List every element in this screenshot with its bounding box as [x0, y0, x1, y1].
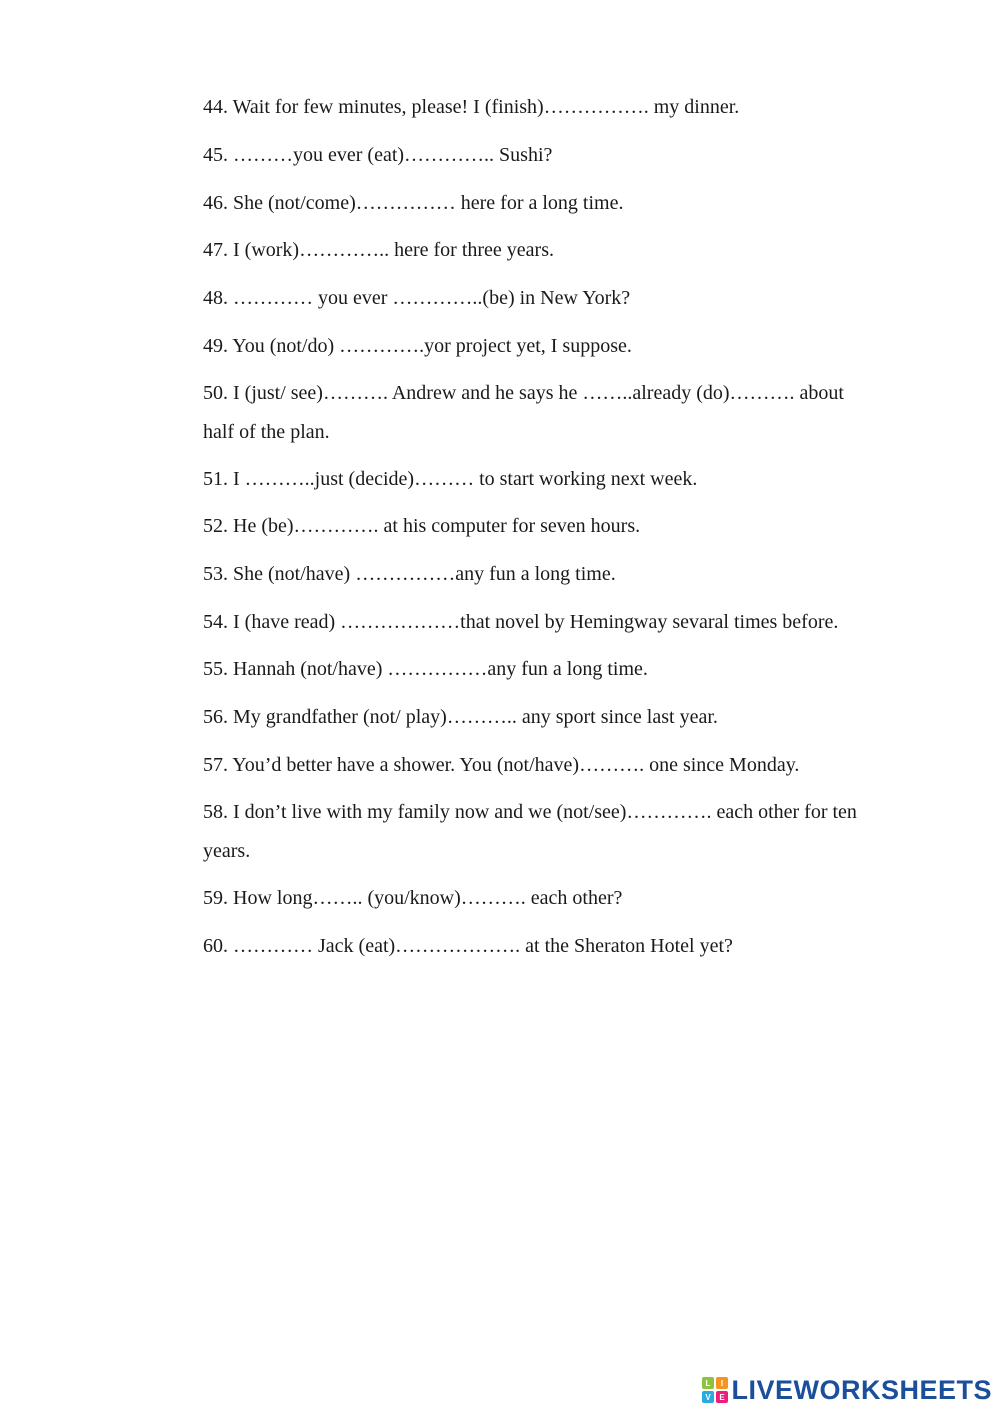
liveworksheets-logo-icon [702, 1377, 728, 1403]
liveworksheets-branding[interactable] [702, 1373, 992, 1407]
question-54: 54. I (have read) ………………that novel by Hemingway sevaral times before. [203, 611, 839, 633]
question-53: 53. She (not/have) ……………any fun a long time. [203, 563, 616, 585]
logo-letter-e: E [719, 1393, 726, 1402]
question-57: 57. You’d better have a shower. You (not/have)………. one since Monday. [203, 754, 800, 776]
question-49: 49. You (not/do) ………….yor project yet, I suppose. [203, 335, 632, 357]
question-60: 60. ………… Jack (eat)………………. at the Sheraton Hotel yet? [203, 935, 733, 957]
question-56: 56. My grandfather (not/ play)……….. any sport since last year. [203, 706, 718, 728]
question-59: 59. How long…….. (you/know)………. each other? [203, 887, 623, 909]
question-45: 45. ………you ever (eat)………….. Sushi? [203, 144, 553, 166]
question-48: 48. ………… you ever …………..(be) in New York? [203, 287, 631, 309]
question-55: 55. Hannah (not/have) ……………any fun a long time. [203, 658, 648, 680]
question-58: 58. I don’t live with my family now and we (not/see)…………. each other for ten [203, 801, 857, 823]
brand-name: LIVEWORKSHEETS [731, 1374, 992, 1405]
question-58-continuation: years. [203, 840, 251, 862]
logo-letter-l: L [706, 1379, 711, 1388]
question-47: 47. I (work)………….. here for three years. [203, 239, 554, 261]
logo-letter-i: I [721, 1379, 724, 1388]
question-52: 52. He (be)…………. at his computer for seven hours. [203, 515, 641, 537]
logo-letter-v: V [705, 1393, 712, 1402]
question-51: 51. I ………..just (decide)……… to start working next week. [203, 468, 698, 490]
question-46: 46. She (not/come)…………… here for a long time. [203, 192, 624, 214]
question-50-continuation: half of the plan. [203, 421, 330, 443]
question-44: 44. Wait for few minutes, please! I (finish)……………. my dinner. [203, 96, 740, 118]
question-50: 50. I (just/ see)………. Andrew and he says he ……..already (do)………. about [203, 382, 844, 404]
